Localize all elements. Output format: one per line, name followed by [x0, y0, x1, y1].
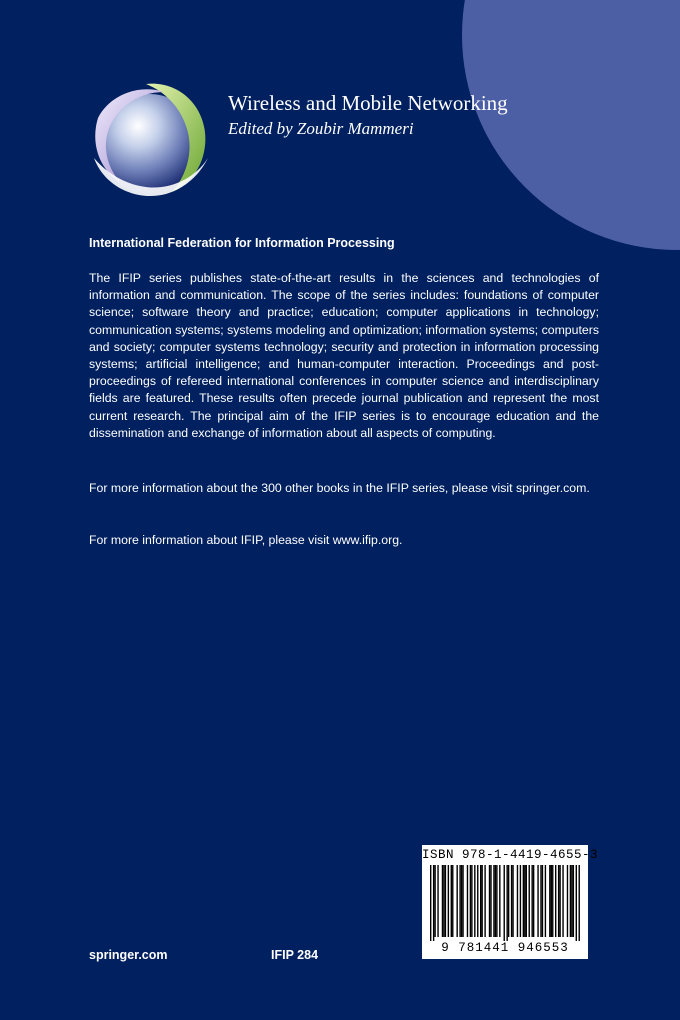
barcode-bar: [551, 865, 552, 937]
barcode-bar: [537, 865, 538, 937]
barcode-bar: [471, 865, 472, 937]
barcode-bar: [570, 865, 571, 937]
barcode-bar: [545, 865, 546, 937]
barcode-bar: [433, 865, 434, 941]
more-ifip-paragraph: For more information about IFIP, please visit www.ifip.org.: [89, 533, 403, 547]
barcode-bar: [504, 865, 505, 941]
barcode-bar: [531, 865, 532, 937]
barcode-bar: [571, 865, 572, 937]
barcode-bar: [462, 865, 463, 937]
isbn-barcode-box: [422, 845, 599, 959]
barcode-bar: [480, 865, 481, 937]
isbn-text: ISBN 978-1-4419-4655-3: [422, 848, 599, 862]
barcode-bar: [529, 865, 530, 937]
barcode-bars: [430, 865, 580, 941]
barcode-bar: [540, 865, 541, 937]
barcode-bar: [430, 865, 431, 941]
publisher-url: springer.com: [89, 948, 168, 962]
barcode-bar: [499, 865, 500, 937]
barcode-bar: [489, 865, 490, 937]
barcode-bar: [452, 865, 453, 937]
barcode-bar: [461, 865, 462, 937]
globe-logo-icon: [84, 74, 216, 206]
barcode-bar: [481, 865, 482, 937]
barcode-bar: [558, 865, 559, 937]
editor-line: Edited by Zoubir Mammeri: [228, 119, 414, 138]
barcode-bar: [549, 865, 550, 937]
volume-label: IFIP 284: [271, 948, 319, 962]
barcode-bar: [448, 865, 449, 937]
barcode-bar: [451, 865, 452, 937]
barcode-bar: [493, 865, 494, 937]
barcode-bar: [495, 865, 496, 937]
barcode-bar: [576, 865, 577, 941]
barcode-bar: [524, 865, 525, 937]
barcode-bar: [477, 865, 478, 937]
barcode-bar: [434, 865, 435, 937]
barcode-bar: [526, 865, 527, 937]
series-title: Wireless and Mobile Networking: [228, 91, 508, 115]
barcode-bar: [520, 865, 521, 937]
barcode-bar: [445, 865, 446, 937]
barcode-bar: [579, 865, 580, 941]
barcode-bar: [511, 865, 512, 937]
barcode-bar: [459, 865, 460, 937]
barcode-bar: [573, 865, 574, 937]
barcode-bar: [496, 865, 497, 937]
barcode-bar: [467, 865, 468, 937]
barcode-bar: [562, 865, 563, 937]
ean-digits: 9 781441 946553: [441, 941, 569, 955]
barcode-bar: [542, 865, 543, 937]
org-heading: International Federation for Information Processing: [89, 236, 395, 250]
barcode-bar: [552, 865, 553, 937]
barcode-bar: [484, 865, 485, 937]
barcode-bar: [508, 865, 509, 937]
barcode-bar: [442, 865, 443, 937]
barcode-bar: [555, 865, 556, 937]
barcode-bar: [474, 865, 475, 937]
more-books-paragraph: For more information about the 300 other books in the IFIP series, please visit springer.com.: [89, 481, 590, 495]
barcode-bar: [437, 865, 438, 937]
barcode-bar: [517, 865, 518, 937]
barcode-bar: [490, 865, 491, 937]
corner-circle-decoration: [462, 0, 680, 250]
series-description-paragraph: The IFIP series publishes state-of-the-art results in the sciences and technologies of information and communication. The scope of the series includes: foundations of computer science; software theory and practice; education; computer applications in technology; communication systems; systems modeling and optimization; information systems; computers and society; computer systems technology; security and protection in information processing systems; artificial intelligence; and human-computer interaction. Proceedings and post-proceedings of refereed international conferences in computer science and interdisciplinary fields are featured. These results often precede journal publication and represent the most current research. The principal aim of the IFIP series is to encourage education and the dissemination and exchange of information about all aspects of computing.: [89, 271, 599, 440]
barcode-bar: [470, 865, 471, 937]
barcode-bar: [443, 865, 444, 937]
barcode-bar: [506, 865, 507, 941]
barcode-bar: [567, 865, 568, 937]
barcode-bar: [512, 865, 513, 937]
barcode-bar: [523, 865, 524, 937]
barcode-bar: [533, 865, 534, 937]
barcode-bar: [456, 865, 457, 937]
barcode-bar: [559, 865, 560, 937]
